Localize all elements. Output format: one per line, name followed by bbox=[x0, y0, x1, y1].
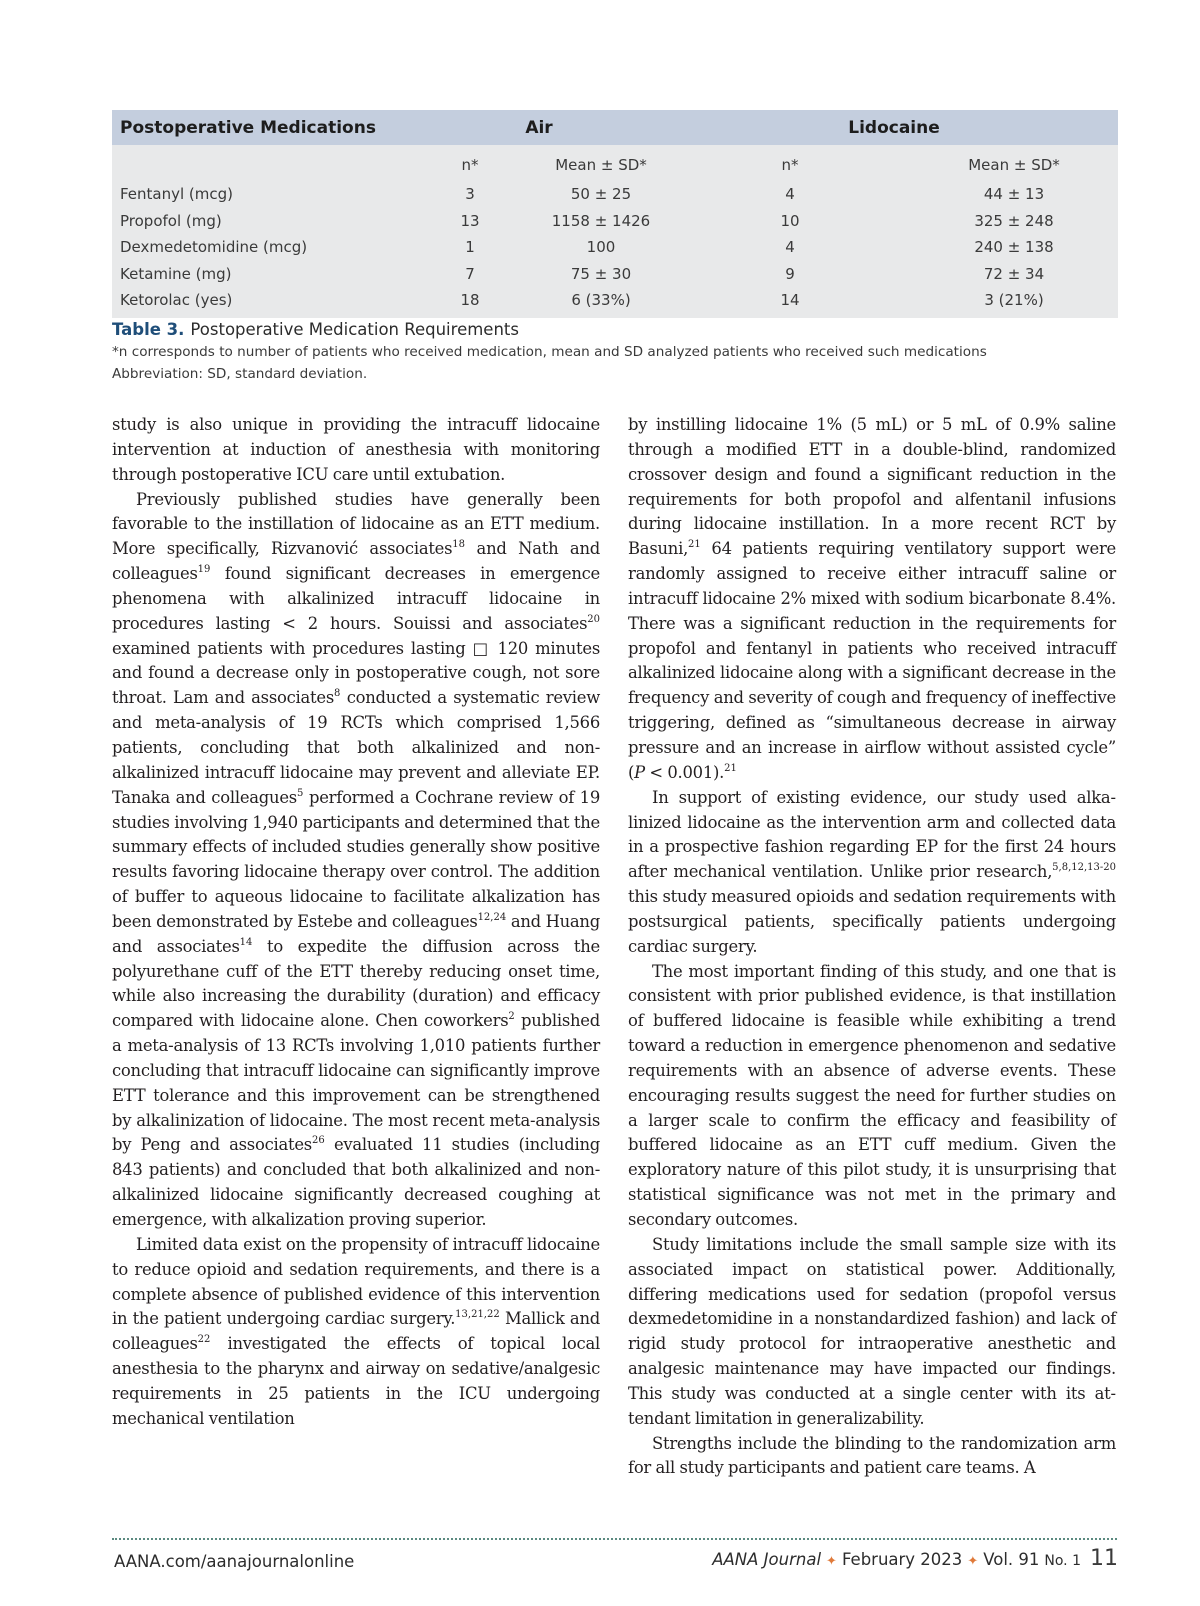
separator-icon: ✦ bbox=[826, 1554, 837, 1569]
citation: 21 bbox=[724, 762, 737, 774]
table-row bbox=[112, 234, 1118, 261]
citation: 5 bbox=[296, 787, 304, 799]
cell-n-lidocaine: 4 bbox=[785, 185, 795, 204]
table-subheader-row bbox=[112, 145, 1118, 181]
paragraph: Study limitations include the small sample size with its associated impact on statistical power. Additionally, differing medications used for sedation (propofol versus dexmedetomidine in a nonstandardized fashion) and lack of rigid study protocol for intraoperative anesthetic and analgesic maintenance may have impacted our findings. This study was conducted at a single center with its attendant limitation in generalizability. bbox=[628, 1234, 1116, 1428]
footer-citation bbox=[712, 1546, 1118, 1571]
subheader-n-air: n* bbox=[461, 155, 479, 174]
citation: 8 bbox=[334, 688, 341, 700]
cell-n-air: 3 bbox=[465, 185, 475, 204]
paragraph: study is also unique in providing the intracuff lidocaine intervention at induction of anesthesia with monitoring through postoperative ICU care until extubation. bbox=[112, 415, 600, 484]
citation: 19 bbox=[197, 564, 211, 576]
body-column-right bbox=[628, 413, 1116, 1481]
cell-mean-lidocaine: 3 (21%) bbox=[984, 291, 1044, 310]
caption-footnote: *n corresponds to number of patients who received medication, mean and SD analyzed patients who received such medications bbox=[112, 344, 987, 360]
footer-website-link[interactable]: AANA.com/aanajournalonline bbox=[114, 1552, 355, 1571]
row-label: Ketamine (mg) bbox=[120, 264, 232, 283]
cell-mean-lidocaine: 240 ± 138 bbox=[974, 238, 1054, 257]
table-header-lidocaine: Lidocaine bbox=[670, 110, 1118, 145]
paragraph: The most important finding of this study, and one that is consistent with prior published evidence, is that instillation of buffered lidocaine is feasible while exhibiting a trend toward a reduction in emergence phenomenon and sedative requirements with an absence of adverse events. These encouraging results suggest the need for further studies on a larger scale to confirm the efficacy and feasibility of buffered lidocaine as an ETT cuff medium. Given the exploratory nature of this pilot study, it is unsurprising that statistical significance was not met in the primary and secondary outcomes. bbox=[628, 961, 1116, 1229]
citation: 18 bbox=[452, 539, 466, 551]
paragraph: by instilling lidocaine 1% (5 mL) or 5 mL of 0.9% saline through a modified ETT in a double-blind, randomized crossover design and found a significant reduction in the requirements for both propofol and alfentanil infusions during lidocaine instillation. In a more recent RCT by Basuni,$^{21}$ 64 patients requiring ventilatory support were randomly assigned to receive either intracuff saline or intracuff lidocaine 2% mixed with sodium bicarbonate 8.4%. There was a significant reduction in the requirements for propofol and fentanyl in patients who received intracuff alkalinized lidocaine along with a significant decrease in the frequency and severity of cough and frequency of ineffective triggering, defined as “simultaneous decrease in airway pressure and an increase in airflow without assisted cycle” (P < 0.001).$^{21}$ bbox=[628, 415, 1116, 782]
body-column-left bbox=[112, 413, 600, 1432]
cell-n-air: 18 bbox=[460, 291, 480, 310]
paragraph: In support of existing evidence, our study used alkalinized lidocaine as the intervention arm and collected data in a prospective fashion regarding EP for the first 24 hours after mechanical ventilation. Unlike prior research,$^{5,8,12,13-20}$ this study measured opioids and sedation requirements with postsurgical patients, specifically patients undergoing cardiac surgery. bbox=[628, 787, 1116, 956]
citation: 20 bbox=[587, 613, 600, 625]
cell-mean-air: 50 ± 25 bbox=[570, 185, 632, 204]
footer-issue: No. 1 bbox=[1044, 1553, 1081, 1569]
cell-mean-air: 1158 ± 1426 bbox=[551, 211, 651, 230]
footer-date: February 2023 bbox=[841, 1550, 963, 1569]
citation: 12,24 bbox=[477, 911, 507, 923]
table-caption bbox=[112, 319, 1122, 385]
citation: 5,8,12,13-20 bbox=[1052, 862, 1116, 874]
cell-mean-lidocaine: 72 ± 34 bbox=[983, 264, 1045, 283]
table-row bbox=[112, 261, 1118, 288]
cell-mean-air: 75 ± 30 bbox=[570, 264, 632, 283]
caption-title-line bbox=[112, 319, 1122, 341]
citation: 13,21,22 bbox=[455, 1309, 500, 1321]
table-row bbox=[112, 208, 1118, 235]
citation: 26 bbox=[311, 1135, 325, 1147]
row-label: Fentanyl (mcg) bbox=[120, 185, 234, 204]
paragraph: Previously published studies have generally been favorable to the instillation of lidocaine as an ETT medium. More specifically, Rizvanović associates$^{18}$ and Nath and colleagues$^{19}$ found significant decreases in emergence phenomena with alkalinized intracuff lidocaine in procedures lasting < 2 hours. Souissi and associates$^{20}$ examined patients with procedures lasting □ 120 minutes and found a decrease only in postoperative cough, not sore throat. Lam and associates$^8$ conducted a systematic review and meta-analysis of 19 RCTs which comprised 1,566 patients, concluding that both alkalinized and non-alkalinized intracuff lidocaine may prevent and alleviate EP. Tanaka and colleagues$^5$ performed a Cochrane review of 19 studies involving 1,940 participants and determined that the summary effects of included studies generally show positive results favoring lidocaine therapy over control. The addition of buffer to aqueous lidocaine to facilitate alkalization has been demonstrated by Estebe and colleagues$^{12,24}$ and Huang and associates$^{14}$ to expedite the diffusion across the polyurethane cuff of the ETT thereby reducing onset time, while also increasing the durability (duration) and efficacy compared with lidocaine alone. Chen coworkers$^2$ published a meta-analysis of 13 RCTs involving 1,010 patients further concluding that intracuff lidocaine can significantly improve ETT tolerance and this improvement can be strengthened by alkalinization of lidocaine. The most recent meta-analysis by Peng and associates$^{26}$ evaluated 11 studies (including 843 patients) and concluded that both alkalinized and non-alkalinized lidocaine significantly decreased coughing at emergence, with alkalization proving superior. bbox=[112, 489, 601, 1229]
cell-mean-air: 6 (33%) bbox=[571, 291, 631, 310]
table-header-row bbox=[112, 110, 1118, 145]
citation: 2 bbox=[508, 1011, 515, 1023]
citation: 22 bbox=[197, 1334, 211, 1346]
caption-abbreviation: Abbreviation: SD, standard deviation. bbox=[112, 366, 368, 382]
cell-n-lidocaine: 9 bbox=[785, 264, 795, 283]
paragraph: Limited data exist on the propensity of intracuff lidocaine to reduce opioid and sedation requirements, and there is a complete absence of published evidence of this intervention in the patient undergoing cardiac surgery.$^{13,21,22}$ Mallick and colleagues$^{22}$ investigated the effects of topical local anesthesia to the pharynx and airway on sedative/analgesic requirements in 25 patients in the ICU undergoing mechanical ventilation bbox=[112, 1234, 600, 1428]
row-label: Propofol (mg) bbox=[120, 211, 222, 230]
table-header-label: Postoperative Medications bbox=[112, 110, 408, 145]
subheader-n-lidocaine: n* bbox=[781, 155, 799, 174]
subheader-mean-air: Mean ± SD* bbox=[555, 155, 647, 174]
cell-n-air: 1 bbox=[465, 238, 475, 257]
cell-mean-air: 100 bbox=[586, 238, 616, 257]
cell-n-air: 7 bbox=[465, 264, 475, 283]
paragraph: Strengths include the blinding to the randomization arm for all study participants and patient care teams. A bbox=[628, 1433, 1116, 1478]
results-table bbox=[112, 110, 1118, 318]
caption-title: Postoperative Medication Requirements bbox=[190, 320, 519, 339]
table-header-air: Air bbox=[408, 110, 670, 145]
cell-mean-lidocaine: 44 ± 13 bbox=[983, 185, 1045, 204]
footer-divider bbox=[112, 1538, 1117, 1540]
footer-volume: Vol. 91 bbox=[983, 1550, 1040, 1569]
cell-n-lidocaine: 4 bbox=[785, 238, 795, 257]
subheader-mean-lidocaine: Mean ± SD* bbox=[968, 155, 1060, 174]
cell-n-lidocaine: 10 bbox=[780, 211, 800, 230]
caption-label: Table 3. bbox=[112, 320, 185, 339]
cell-n-lidocaine: 14 bbox=[780, 291, 800, 310]
separator-icon: ✦ bbox=[967, 1554, 979, 1569]
page-number: 11 bbox=[1090, 1546, 1118, 1571]
cell-mean-lidocaine: 325 ± 248 bbox=[974, 211, 1054, 230]
row-label: Dexmedetomidine (mcg) bbox=[120, 238, 308, 257]
citation: 21 bbox=[688, 539, 701, 551]
table-row bbox=[112, 287, 1118, 318]
table-row bbox=[112, 181, 1118, 208]
citation: 14 bbox=[239, 936, 253, 948]
row-label: Ketorolac (yes) bbox=[120, 291, 233, 310]
cell-n-air: 13 bbox=[460, 211, 480, 230]
footer-journal: AANA Journal bbox=[712, 1550, 822, 1569]
